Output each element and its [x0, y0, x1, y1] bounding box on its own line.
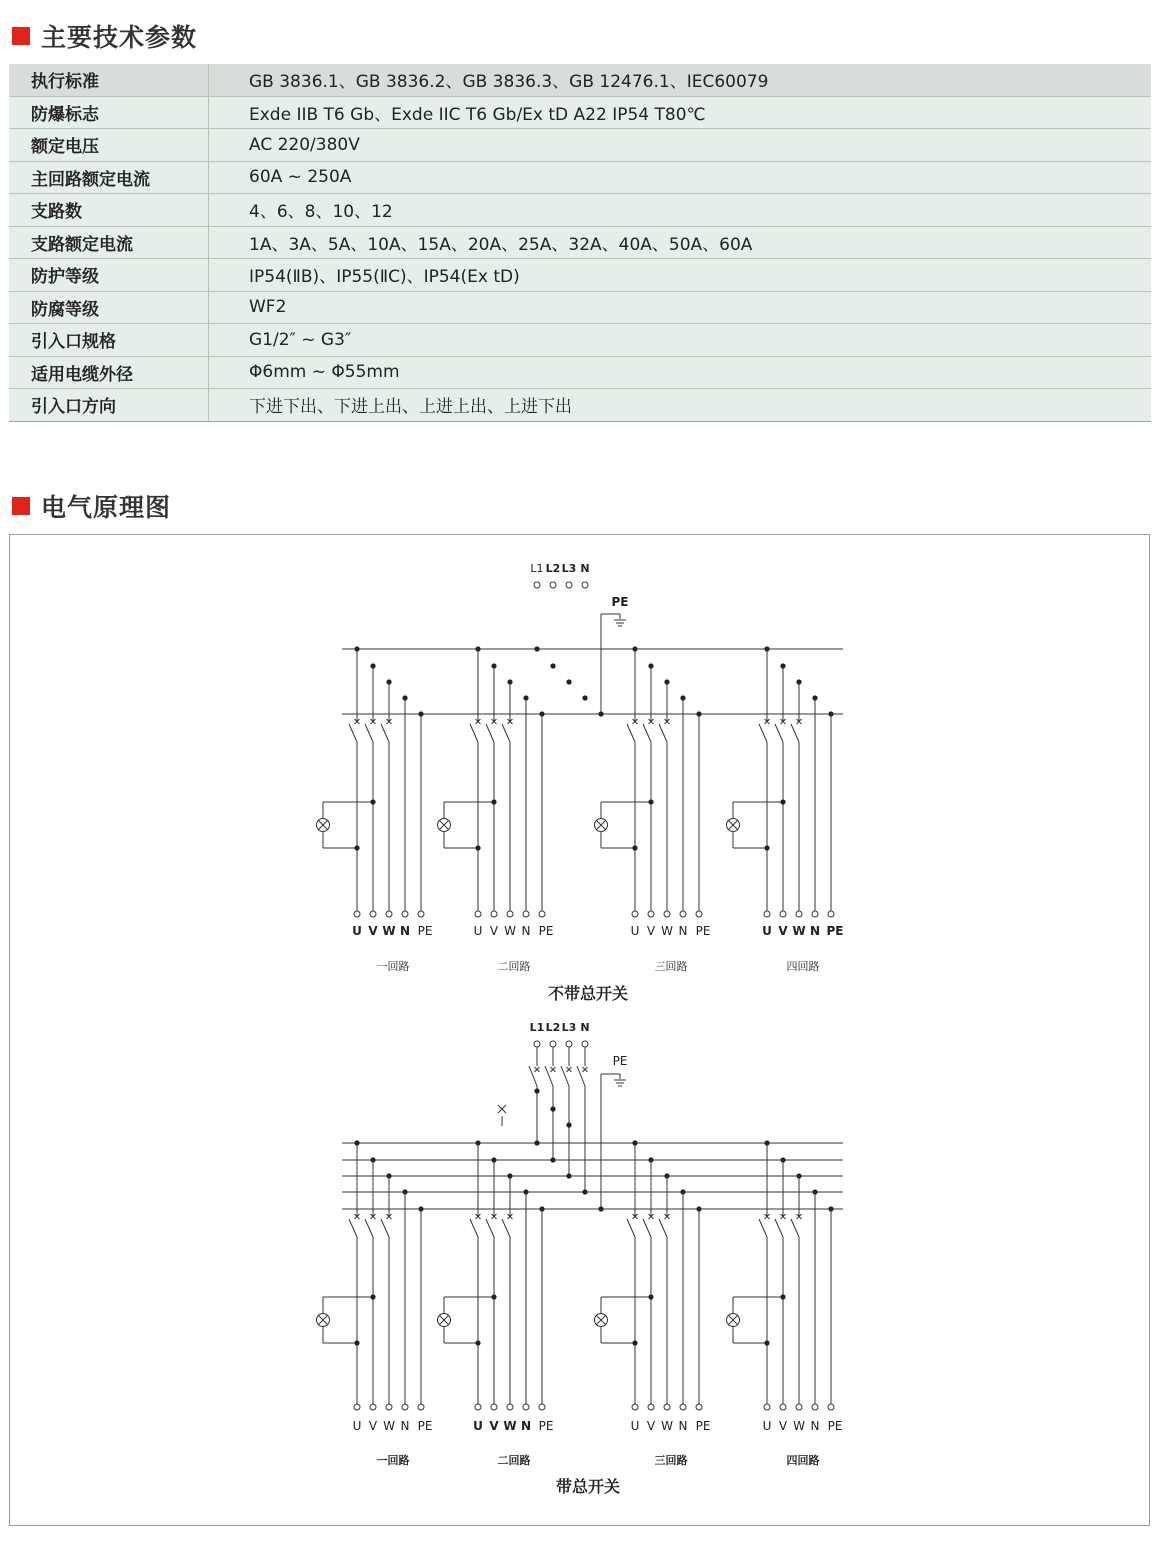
junction-dot	[566, 1173, 571, 1178]
param-value: Φ6mm ~ Φ55mm	[209, 356, 1152, 389]
param-key: 防爆标志	[9, 96, 209, 129]
terminal-circle	[402, 911, 408, 917]
param-value: 4、6、8、10、12	[209, 194, 1152, 227]
phase-label: L3	[561, 1021, 577, 1034]
terminal-circle	[796, 911, 802, 917]
junction-dot	[764, 1340, 769, 1345]
junction-dot	[534, 646, 539, 651]
param-value: 1A、3A、5A、10A、15A、20A、25A、32A、40A、50A、60A	[209, 226, 1152, 259]
terminal-circle	[828, 911, 834, 917]
terminal-label: PE	[827, 1419, 843, 1433]
terminal-circle	[828, 1404, 834, 1410]
terminal-label: PE	[417, 924, 433, 938]
terminal-circle	[648, 911, 654, 917]
param-value: G1/2″ ~ G3″	[209, 324, 1152, 357]
junction-dot	[370, 799, 375, 804]
terminal-circle	[696, 1404, 702, 1410]
terminal-label: N	[400, 1419, 410, 1433]
terminal-label: W	[382, 924, 396, 938]
params-section-title: 主要技术参数	[41, 23, 198, 52]
terminal-circle	[764, 1404, 770, 1410]
terminal-label: N	[521, 924, 531, 938]
phase-label: L2	[545, 562, 561, 575]
terminal-circle	[680, 1404, 686, 1410]
switch-blade	[659, 1219, 667, 1237]
terminal-label: PE	[538, 1419, 554, 1433]
junction-dot	[354, 1340, 359, 1345]
terminal-circle	[812, 1404, 818, 1410]
pe-label: PE	[611, 595, 629, 609]
terminal-circle	[582, 582, 588, 588]
switch-blade	[775, 1219, 783, 1237]
junction-dot	[598, 711, 603, 716]
phase-label: N	[580, 1021, 590, 1034]
terminal-circle	[370, 1404, 376, 1410]
param-key: 主回路额定电流	[9, 161, 209, 194]
bottom-caption: 带总开关	[555, 1477, 621, 1496]
terminal-label: N	[678, 1419, 688, 1433]
terminal-label: V	[778, 1419, 788, 1433]
terminal-label: N	[520, 1419, 532, 1433]
terminal-circle	[523, 911, 529, 917]
param-key: 支路额定电流	[9, 226, 209, 259]
terminal-circle	[475, 911, 481, 917]
phase-label: N	[580, 562, 590, 575]
terminal-circle	[402, 1404, 408, 1410]
circuit-name: 三回路	[654, 1454, 688, 1467]
terminal-label: PE	[695, 924, 711, 938]
terminal-label: U	[762, 1419, 772, 1433]
terminal-circle	[475, 1404, 481, 1410]
switch-blade	[627, 724, 635, 742]
terminal-circle	[566, 582, 572, 588]
terminal-label: V	[778, 924, 788, 938]
param-key: 引入口方向	[9, 389, 209, 422]
top-caption: 不带总开关	[547, 984, 629, 1003]
terminal-circle	[418, 911, 424, 917]
terminal-circle	[534, 582, 540, 588]
switch-blade	[349, 1219, 357, 1237]
phase-label: L1	[529, 1021, 545, 1034]
terminal-label: V	[368, 924, 378, 938]
switch-blade	[349, 724, 357, 742]
terminal-circle	[648, 1404, 654, 1410]
terminal-circle	[539, 1404, 545, 1410]
junction-dot	[764, 845, 769, 850]
junction-dot	[550, 1106, 555, 1111]
junction-dot	[491, 799, 496, 804]
terminal-circle	[664, 1404, 670, 1410]
junction-dot	[475, 845, 480, 850]
terminal-label: U	[473, 1419, 483, 1433]
pe-label: PE	[612, 1054, 628, 1068]
param-key: 额定电压	[9, 129, 209, 162]
terminal-label: U	[762, 924, 772, 938]
switch-blade	[470, 1219, 478, 1237]
terminal-circle	[354, 911, 360, 917]
junction-dot	[648, 1294, 653, 1299]
terminal-circle	[386, 911, 392, 917]
junction-dot	[632, 1340, 637, 1345]
terminal-label: W	[792, 924, 806, 938]
terminal-label: W	[503, 1419, 517, 1433]
terminal-label: U	[473, 924, 483, 938]
junction-dot	[491, 1294, 496, 1299]
terminal-label: PE	[417, 1419, 433, 1433]
phase-label: L2	[545, 1021, 561, 1034]
terminal-circle	[354, 1404, 360, 1410]
terminal-circle	[550, 582, 556, 588]
circuit-name: 二回路	[497, 1454, 531, 1467]
switch-blade	[659, 724, 667, 742]
param-value: Exde IIB T6 Gb、Exde IIC T6 Gb/Ex tD A22 IP54 T80℃	[209, 96, 1152, 129]
terminal-label: V	[646, 1419, 656, 1433]
terminal-circle	[507, 911, 513, 917]
terminal-circle	[582, 1041, 588, 1047]
param-key: 引入口规格	[9, 324, 209, 357]
switch-blade	[365, 724, 373, 742]
terminal-label: U	[352, 1419, 362, 1433]
terminal-circle	[664, 911, 670, 917]
switch-blade	[759, 724, 767, 742]
terminal-circle	[418, 1404, 424, 1410]
circuit-name: 一回路	[376, 1454, 410, 1467]
terminal-circle	[566, 1041, 572, 1047]
circuit-name: 二回路	[497, 960, 531, 973]
switch-blade	[502, 1219, 510, 1237]
param-key: 适用电缆外径	[9, 356, 209, 389]
param-key: 防腐等级	[9, 291, 209, 324]
terminal-circle	[491, 1404, 497, 1410]
junction-dot	[566, 679, 571, 684]
terminal-circle	[696, 911, 702, 917]
junction-dot	[370, 1294, 375, 1299]
param-value: GB 3836.1、GB 3836.2、GB 3836.3、GB 12476.1、IEC60079	[209, 64, 1152, 96]
terminal-circle	[680, 911, 686, 917]
terminal-label: W	[661, 924, 673, 938]
terminal-label: W	[383, 1419, 395, 1433]
junction-dot	[534, 1088, 539, 1093]
terminal-circle	[632, 1404, 638, 1410]
terminal-label: W	[661, 1419, 673, 1433]
terminal-circle	[507, 1404, 513, 1410]
param-value: AC 220/380V	[209, 129, 1152, 162]
circuit-name: 三回路	[654, 960, 688, 973]
terminal-label: V	[368, 1419, 378, 1433]
terminal-circle	[491, 911, 497, 917]
phase-label: L1	[530, 562, 544, 575]
switch-blade	[502, 724, 510, 742]
param-value: IP54(ⅡB)、IP55(ⅡC)、IP54(Ex tD)	[209, 259, 1152, 292]
circuit-name: 四回路	[786, 1454, 820, 1467]
param-value: WF2	[209, 291, 1152, 324]
junction-dot	[780, 799, 785, 804]
terminal-label: V	[646, 924, 656, 938]
switch-blade	[775, 724, 783, 742]
junction-dot	[566, 1122, 571, 1127]
switch-blade	[791, 724, 799, 742]
param-value: 60A ~ 250A	[209, 161, 1152, 194]
terminal-label: PE	[826, 924, 844, 938]
junction-dot	[550, 663, 555, 668]
terminal-label: U	[630, 924, 640, 938]
param-value: 下进下出、下进上出、上进上出、上进下出	[209, 389, 1152, 422]
terminal-circle	[539, 911, 545, 917]
terminal-label: N	[399, 924, 411, 938]
terminal-label: U	[352, 924, 362, 938]
terminal-circle	[812, 911, 818, 917]
terminal-circle	[780, 1404, 786, 1410]
param-key: 执行标准	[9, 64, 209, 96]
junction-dot	[598, 1206, 603, 1211]
switch-blade	[486, 1219, 494, 1237]
param-key: 支路数	[9, 194, 209, 227]
junction-dot	[534, 1140, 539, 1145]
terminal-circle	[632, 911, 638, 917]
terminal-label: V	[489, 924, 499, 938]
phase-label: L3	[561, 562, 577, 575]
terminal-label: N	[809, 924, 821, 938]
junction-dot	[475, 1340, 480, 1345]
circuit-name: 一回路	[376, 960, 410, 973]
junction-dot	[648, 799, 653, 804]
switch-blade	[643, 724, 651, 742]
terminal-circle	[796, 1404, 802, 1410]
junction-dot	[354, 845, 359, 850]
terminal-label: N	[810, 1419, 820, 1433]
diagram-section-title: 电气原理图	[41, 493, 172, 522]
switch-blade	[759, 1219, 767, 1237]
terminal-circle	[550, 1041, 556, 1047]
terminal-circle	[534, 1041, 540, 1047]
junction-dot	[582, 1189, 587, 1194]
switch-blade	[470, 724, 478, 742]
param-key: 防护等级	[9, 259, 209, 292]
junction-dot	[582, 695, 587, 700]
terminal-label: PE	[538, 924, 554, 938]
switch-blade	[486, 724, 494, 742]
terminal-circle	[386, 1404, 392, 1410]
junction-dot	[632, 845, 637, 850]
terminal-label: W	[504, 924, 516, 938]
terminal-label: V	[489, 1419, 499, 1433]
junction-dot	[550, 1157, 555, 1162]
junction-dot	[780, 1294, 785, 1299]
terminal-circle	[780, 911, 786, 917]
switch-blade	[381, 1219, 389, 1237]
switch-blade	[627, 1219, 635, 1237]
terminal-circle	[764, 911, 770, 917]
switch-blade	[365, 1219, 373, 1237]
terminal-label: W	[793, 1419, 805, 1433]
switch-blade	[381, 724, 389, 742]
terminal-circle	[370, 911, 376, 917]
terminal-label: PE	[695, 1419, 711, 1433]
terminal-circle	[523, 1404, 529, 1410]
terminal-label: U	[630, 1419, 640, 1433]
terminal-label: N	[678, 924, 688, 938]
switch-blade	[643, 1219, 651, 1237]
switch-blade	[791, 1219, 799, 1237]
circuit-name: 四回路	[786, 960, 820, 973]
